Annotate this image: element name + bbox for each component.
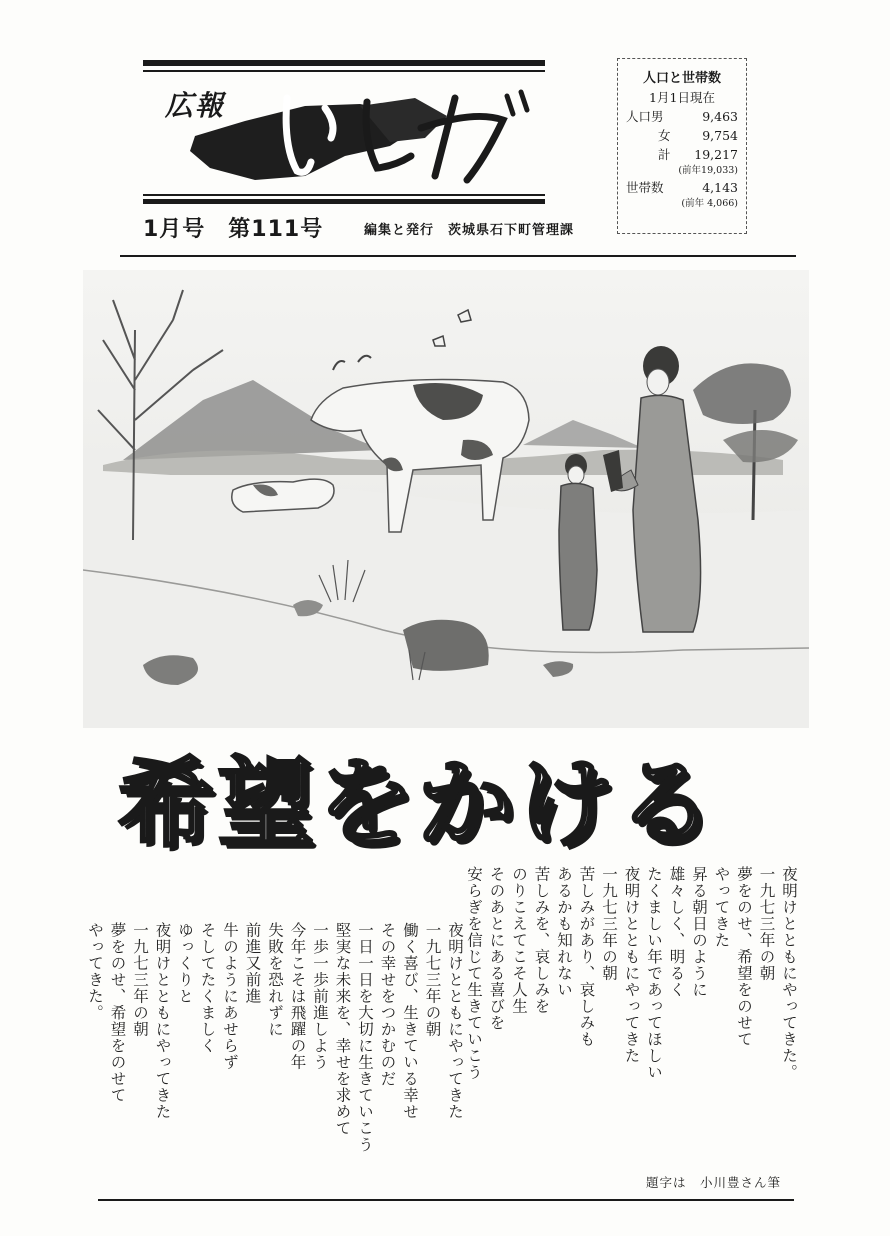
poem-line: のりこえてこそ人生 [510, 866, 528, 1015]
headline: 希望をかける [118, 748, 718, 860]
issue-number: 1月号 第111号 [143, 217, 324, 242]
poem-line: そしてたくましく [198, 922, 217, 1054]
masthead-logo [185, 76, 545, 194]
masthead-rule-bottom [143, 199, 545, 204]
title-credit: 題字は 小川豊さん筆 [646, 1175, 782, 1190]
population-female-row [626, 126, 738, 145]
poem-line: たくましい年であってほしい [645, 866, 663, 1081]
poem-line: やってきた。 [86, 922, 104, 1021]
poem-line: 夜明けとともにやってきた [622, 866, 641, 1064]
masthead-rule-top-thin [143, 70, 545, 72]
poem-line: 夢をのせ、希望をのせて [108, 922, 127, 1104]
poem-line: 一九七三年の朝 [600, 866, 618, 982]
households-value: 4,143 [702, 180, 738, 195]
poem-line: 一九七三年の朝 [757, 866, 776, 982]
total-prev-year: (前年19,033) [678, 165, 738, 176]
masthead-rule-top [143, 60, 545, 66]
masthead-rule-bottom-thin [143, 194, 545, 196]
poem-line: 一歩一歩前進しよう [311, 922, 329, 1071]
masthead-kouhou: 広報 [165, 89, 226, 122]
households-prev-year: (前年 4,066) [681, 198, 738, 209]
poem-line: 一日一日を大切に生きていこう [356, 922, 374, 1153]
cover-illustration [83, 270, 809, 728]
poem-line: 雄々しく、明るく [667, 866, 686, 998]
poem-line: そのあとにある喜びを [487, 866, 506, 1031]
poem-line: 夜明けとともにやってきた。 [780, 866, 798, 1081]
header-rule [120, 255, 796, 257]
poem-line: その幸せをつかむのだ [378, 922, 397, 1087]
population-date: 1月1日現在 [649, 90, 715, 105]
male-label: 人口男 [626, 109, 664, 124]
poem-line: 牛のようにあせらず [221, 922, 239, 1071]
poem-line: 夢をのせ、希望をのせて [735, 866, 753, 1048]
population-households-row [626, 178, 738, 197]
total-value: 19,217 [694, 147, 738, 162]
poem-line: 堅実な未来を、幸せを求めて [333, 922, 352, 1137]
total-label: 計 [658, 147, 671, 162]
poem-line: 今年こそは飛躍の年 [288, 922, 307, 1071]
poem-right [465, 866, 800, 1106]
population-box [617, 58, 747, 234]
population-title: 人口と世帯数 [642, 71, 721, 86]
poem-line: やってきた [712, 866, 731, 949]
poem-line: 苦しみを、哀しみを [532, 866, 551, 1015]
poem-line: 昇る朝日のように [690, 866, 708, 998]
poem-line: 働く喜び、生きている幸せ [401, 922, 419, 1120]
population-male-row [626, 107, 738, 126]
masthead-title-text: いしげ [185, 76, 188, 77]
poem-line: 前進又前進 [243, 922, 262, 1005]
footer-rule [98, 1199, 794, 1201]
publisher: 編集と発行 茨城県石下町管理課 [364, 223, 575, 238]
poem-line: 一九七三年の朝 [423, 922, 442, 1038]
female-value: 9,754 [702, 128, 738, 143]
poem-line: あるかも知れない [555, 866, 573, 998]
poem-line: 苦しみがあり、哀しみも [577, 866, 596, 1048]
poem-line: 夜明けとともにやってきた [446, 922, 464, 1120]
poem-line: 一九七三年の朝 [131, 922, 149, 1038]
poem-line: 安らぎを信じて生きていこう [465, 866, 483, 1081]
male-value: 9,463 [702, 109, 738, 124]
female-label: 女 [658, 128, 671, 143]
poem-line: 失敗を恐れずに [266, 922, 284, 1038]
households-label: 世帯数 [626, 180, 664, 195]
poem-line: 夜明けとともにやってきた [153, 922, 172, 1120]
poem-line: ゆっくりと [176, 922, 194, 1005]
poem-left [86, 922, 466, 1182]
population-total-row [626, 145, 738, 164]
